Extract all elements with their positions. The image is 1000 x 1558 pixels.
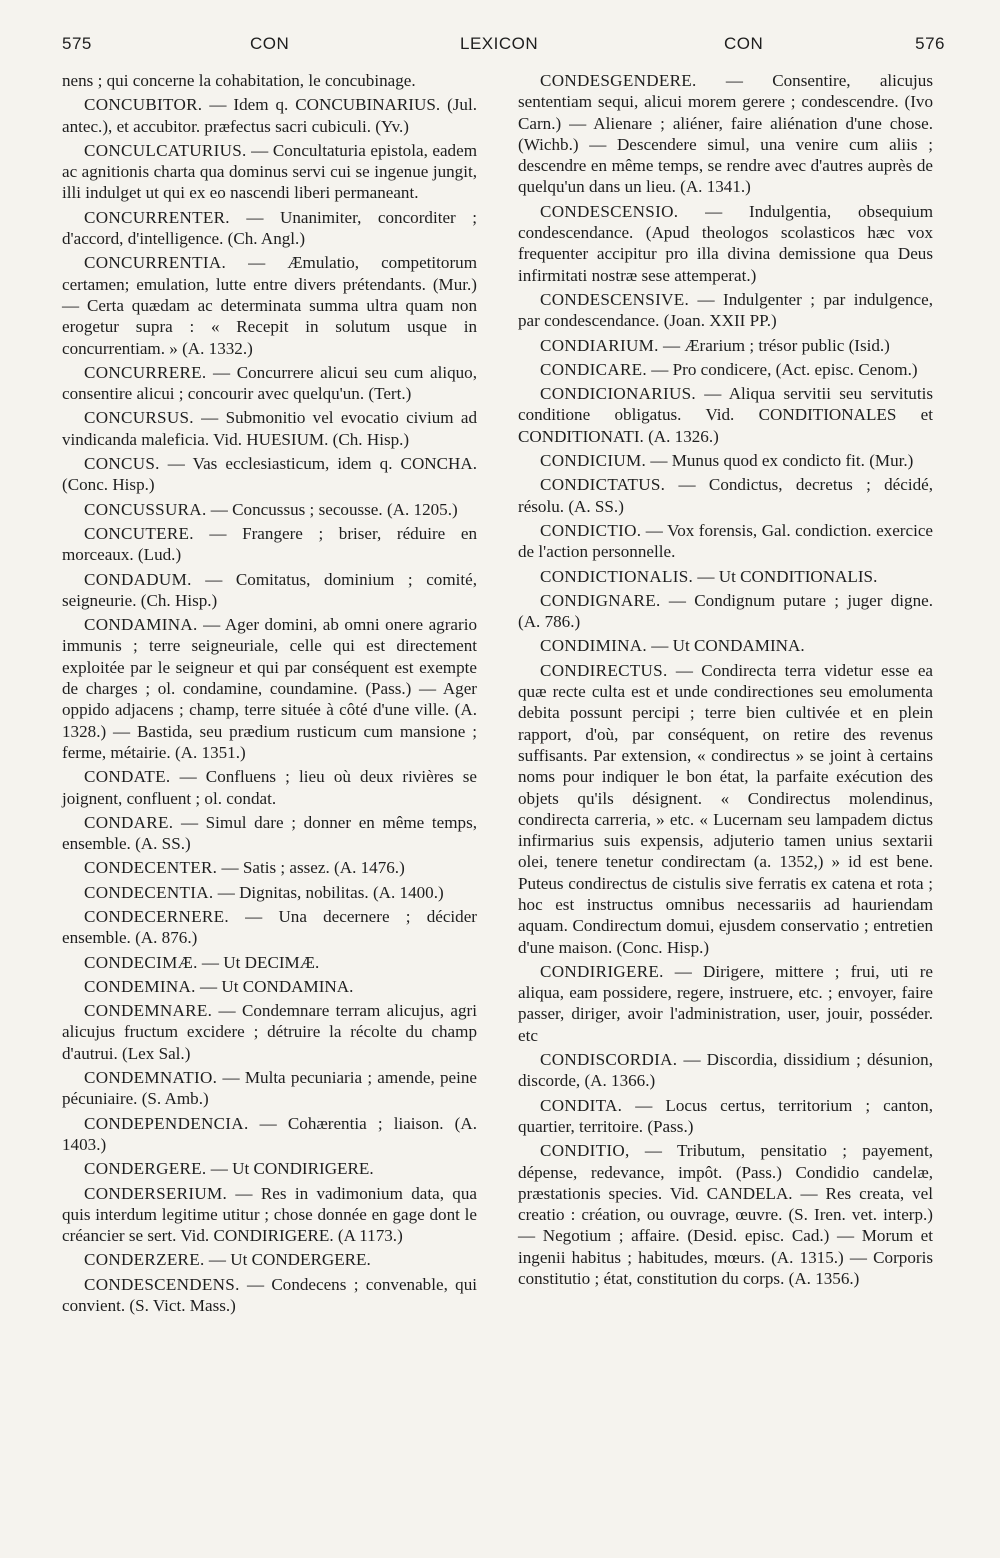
entry-headword: CONDEMNATIO. (84, 1068, 218, 1088)
entry-definition: — Pro condicere, (Act. episc. Cenom.) (647, 359, 918, 379)
entry-definition: — Dirigere, mittere ; frui, uti re aliqua, eam possidere, regere, instruere, etc. ; envoyer, faire passer, diriger, avoir l'administration, user, jouir, posséder. etc (518, 961, 933, 1045)
entry-definition: — Confluens ; lieu où deux rivières se joignent, confluent ; ol. condat. (62, 767, 477, 808)
left-guide-word: CON (250, 34, 290, 53)
entry-definition: — Indulgenter ; par indulgence, par condescendance. (Joan. XXII PP.) (518, 289, 933, 331)
entry-definition: — Condirecta terra videtur esse ea quæ recte culta est et unde condirectiones seu emolumenta debita possunt percipi ; terre bien cultivée et en plein rapport, d'où, par conséquent, on retire des revenus suffisants. Par extension, « condirectus » se joint à certains noms pour indiquer le bon état, la parfaite exécution des objets qu'ils désignent. « Condirectus molendinus, condirecta carreria, » etc. « Lucernam seu lampadem dictus infirmarius suis expensis, adjuterio tamen unius sextarii olei, tenere tenetur condirectam (a. 1352,) » id est bene. Puteus condirectus de cistulis sive ferratis ex catena et rota ; hoc est instructus omnibus necessariis ad hauriendam aquam. Condirectum domui, ejusdem conservatio ; entretien d'une maison. (Conc. Hisp.) (518, 660, 933, 957)
dictionary-entry (62, 70, 477, 91)
left-column (62, 70, 477, 1319)
dictionary-entry (62, 252, 477, 358)
entry-headword: CONDICARE. (540, 359, 647, 379)
entry-definition: — Concussus ; secousse. (A. 1205.) (206, 499, 458, 519)
entry-headword: CONDIRIGERE. (540, 961, 664, 981)
dictionary-entry (62, 812, 477, 855)
entry-headword: CONDECENTER. (84, 858, 218, 878)
dictionary-entry (62, 882, 477, 903)
entry-headword: CONDICIONARIUS. (540, 384, 696, 404)
entry-headword: CONCULCATURIUS. (84, 140, 247, 160)
entry-headword: CONDEMINA. (84, 976, 196, 996)
entry-headword: CONDEMNARE. (84, 1001, 213, 1021)
entry-headword: CONDIRECTUS. (540, 660, 668, 680)
entry-headword: CONDAMINA. (84, 615, 198, 635)
entry-definition: — Condemnare terram alicujus, agri alicujus fructum excidere ; détruire la récolte du champ d'autrui. (Lex Sal.) (62, 1001, 477, 1063)
entry-definition: — Una decernere ; décider ensemble. (A. 876.) (62, 906, 477, 948)
dictionary-entry (62, 1000, 477, 1064)
dictionary-entry (518, 590, 933, 633)
entry-definition: — Satis ; assez. (A. 1476.) (217, 858, 405, 878)
entry-headword: CONCURSUS. (84, 408, 194, 428)
dictionary-entry (518, 359, 933, 380)
entry-definition: — Locus certus, territorium ; canton, quartier, territoire. (Pass.) (518, 1095, 933, 1136)
entry-definition: — Condignum putare ; juger digne. (A. 786.) (518, 590, 933, 632)
entry-definition: — Consentire, alicujus sententiam sequi, alicui morem gerere ; condescendre. (Ivo Carn.) — Alienare ; aliéner, faire aliénation d'une chose. (Wichb.) — Descendere simul, una venire cum aliis ; descendre en même temps, se rendre avec d'autres auprès de quelqu'un dans un lieu. (A. 1341.) (518, 71, 933, 197)
entry-definition: — Condictus, decretus ; décidé, résolu. (A. SS.) (518, 475, 933, 516)
entry-definition: — Aliqua servitii seu servitutis conditione obligatus. Vid. CONDITIONALES et CONDITIONATI. (A. 1326.) (518, 384, 933, 446)
entry-headword: CONCURRENTER. (84, 207, 230, 227)
entry-headword: CONDERSERIUM. (84, 1183, 228, 1203)
dictionary-entry (62, 614, 477, 763)
entry-definition: — Ut CONDAMINA. (195, 976, 354, 996)
entry-headword: CONDERGERE. (84, 1159, 207, 1179)
entry-headword: CONCUS. (84, 454, 160, 474)
entry-headword: CONDICTIO. (540, 520, 642, 540)
entry-definition: nens ; qui concerne la cohabitation, le concubinage. (62, 71, 416, 90)
entry-definition: — Ut CONDIRIGERE. (206, 1159, 374, 1179)
entry-definition: — Concultaturia epistola, eadem ac agnitionis charta qua dominus servi cui se ingenue jungit, illi indulget ut qui ex eo nascendi liberi permaneant. (62, 140, 477, 203)
dictionary-entry (518, 70, 933, 198)
entry-definition: — Concurrere alicui seu cum aliquo, consentire alicui ; concourir avec quelqu'un. (Tert.) (62, 362, 477, 404)
entry-headword: CONDISCORDIA. (540, 1050, 678, 1070)
entry-headword: CONDESCENSIO. (540, 201, 679, 221)
right-guide-word: CON (724, 34, 764, 53)
running-header (62, 34, 945, 60)
dictionary-entry (62, 499, 477, 520)
dictionary-entry (62, 976, 477, 997)
dictionary-entry (518, 450, 933, 471)
dictionary-entry (518, 635, 933, 656)
dictionary-entry (62, 1158, 477, 1179)
entry-headword: CONDIARIUM. (540, 335, 659, 355)
dictionary-entry (62, 1067, 477, 1110)
dictionary-entry (518, 961, 933, 1046)
entry-definition: — Ut CONDERGERE. (204, 1250, 371, 1270)
entry-headword: CONDECERNERE. (84, 906, 229, 926)
entry-headword: CONDERZERE. (84, 1250, 205, 1270)
lexicon-title: LEXICON (460, 34, 539, 53)
entry-headword: CONDICIUM. (540, 451, 647, 471)
entry-definition: — Comitatus, dominium ; comité, seigneurie. (Ch. Hisp.) (62, 569, 477, 610)
entry-headword: CONCURRERE. (84, 362, 207, 382)
entry-definition: — Dignitas, nobilitas. (A. 1400.) (213, 882, 444, 902)
entry-headword: CONCUSSURA. (84, 499, 207, 519)
entry-headword: CONDARE. (84, 812, 174, 832)
entry-definition: — Ut DECIMÆ. (197, 952, 320, 972)
dictionary-entry (518, 1140, 933, 1289)
dictionary-entry (62, 906, 477, 949)
dictionary-entry (62, 362, 477, 405)
right-column (518, 70, 933, 1292)
entry-headword: CONDECIMÆ. (84, 952, 198, 972)
entry-headword: CONDESCENSIVE. (540, 289, 690, 309)
dictionary-entry (62, 766, 477, 809)
entry-definition: — Condecens ; convenable, qui convient. (S. Vict. Mass.) (62, 1274, 477, 1316)
entry-headword: CONCURRENTIA. (84, 253, 227, 273)
entry-headword: CONDITIO, (540, 1141, 630, 1161)
dictionary-entry (62, 1113, 477, 1156)
dictionary-entry (518, 289, 933, 332)
dictionary-entry (518, 660, 933, 958)
entry-definition: — Cohærentia ; liaison. (A. 1403.) (62, 1113, 477, 1154)
entry-definition: — Submonitio vel evocatio civium ad vindicanda maleficia. Vid. HUESIUM. (Ch. Hisp.) (62, 408, 477, 449)
dictionary-entry (62, 857, 477, 878)
entry-definition: — Unanimiter, concorditer ; d'accord, d'intelligence. (Ch. Angl.) (62, 207, 477, 249)
dictionary-entry (62, 523, 477, 566)
dictionary-entry (518, 566, 933, 587)
entry-definition: — Vas ecclesiasticum, idem q. CONCHA. (Conc. Hisp.) (62, 454, 477, 495)
entry-headword: CONDATE. (84, 767, 171, 787)
entry-definition: — Ager domini, ab omni onere agrario immunis ; terre seigneuriale, celle qui est directement exploitée par le seigneur et qui par conséquent est exempte de charges ; ol. condamine, coundamine. (Pass.) — Ager oppido adjacens ; champ, terre située à côté d'une ville. (A. 1328.) — Bastida, seu prædium rusticum cum mansione ; ferme, métairie. (A. 1351.) (62, 615, 477, 762)
entry-headword: CONDESCENDENS. (84, 1274, 240, 1294)
entry-headword: CONDADUM. (84, 569, 192, 589)
dictionary-entry (62, 94, 477, 137)
dictionary-entry (518, 474, 933, 517)
entry-definition: — Æmulatio, competitorum certamen; emulation, lutte entre divers prétendants. (Mur.) — Certa quædam ac determinata summa ultra quam non erogetur supra : « Recepit in solutum usque in concurrentiam. » (A. 1332.) (62, 253, 477, 358)
left-page-number: 575 (62, 34, 92, 53)
entry-definition: — Munus quod ex condicto fit. (Mur.) (646, 451, 914, 471)
entry-definition: — Indulgentia, obsequium condescendance. (Apud theologos scolasticos hæc vox frequenter accipitur pro illa divina demissione qua Deus infirmitati nostræ sese attemperat.) (518, 201, 933, 285)
entry-definition: — Idem q. CONCUBINARIUS. (Jul. antec.), et accubitor. præfectus sacri cubiculi. (Yv.) (62, 95, 477, 136)
entry-headword: CONDESGENDERE. (540, 71, 697, 90)
dictionary-entry (62, 140, 477, 204)
dictionary-entry (62, 569, 477, 612)
dictionary-entry (62, 407, 477, 450)
entry-headword: CONDIGNARE. (540, 590, 661, 610)
entry-headword: CONDECENTIA. (84, 882, 214, 902)
entry-headword: CONDICTATUS. (540, 475, 666, 495)
dictionary-entry (518, 1049, 933, 1092)
entry-headword: CONDIMINA. (540, 636, 647, 656)
entry-definition: — Discordia, dissidium ; désunion, discorde, (A. 1366.) (518, 1050, 933, 1091)
entry-definition: — Ærarium ; trésor public (Isid.) (658, 335, 890, 355)
dictionary-entry (518, 520, 933, 563)
entry-headword: CONDICTIONALIS. (540, 566, 694, 586)
entry-headword: CONDITA. (540, 1095, 623, 1115)
dictionary-entry (62, 1183, 477, 1247)
dictionary-entry (62, 1249, 477, 1270)
dictionary-entry (518, 1095, 933, 1138)
dictionary-entry (518, 201, 933, 286)
entry-definition: — Ut CONDITIONALIS. (693, 566, 878, 586)
dictionary-entry (518, 383, 933, 447)
dictionary-entry (62, 453, 477, 496)
dictionary-entry (518, 335, 933, 356)
entry-definition: — Simul dare ; donner en même temps, ensemble. (A. SS.) (62, 812, 477, 854)
entry-definition: — Multa pecuniaria ; amende, peine pécuniaire. (S. Amb.) (62, 1068, 477, 1109)
dictionary-entry (62, 207, 477, 250)
entry-headword: CONDEPENDENCIA. (84, 1113, 249, 1133)
entry-headword: CONCUBITOR. (84, 95, 203, 115)
entry-headword: CONCUTERE. (84, 523, 194, 543)
right-page-number: 576 (915, 34, 945, 53)
entry-definition: — Vox forensis, Gal. condiction. exercice de l'action personnelle. (518, 520, 933, 562)
entry-definition: — Ut CONDAMINA. (646, 636, 805, 656)
entry-definition: — Frangere ; briser, réduire en morceaux. (Lud.) (62, 523, 477, 565)
entry-definition: — Res in vadimonium data, qua quis interdum legitime utitur ; chose donnée en gage dont le créancier se sert. Vid. CONDIRIGERE. (A 1173.) (62, 1183, 477, 1246)
dictionary-entry (62, 1274, 477, 1317)
entry-definition: — Tributum, pensitatio ; payement, dépense, redevance, impôt. (Pass.) Condidio candelæ, præstationis species. Vid. CANDELA. — Res creata, vel creatio : création, ou ouvrage, œuvre. (S. Iren. vet. interp.) — Negotium ; affaire. (Desid. episc. Cad.) — Morum et ingenii habitus ; habitudes, mœurs. (A. 1315.) — Corporis constitutio ; état, constitution du corps. (A. 1356.) (518, 1141, 933, 1289)
dictionary-entry (62, 952, 477, 973)
